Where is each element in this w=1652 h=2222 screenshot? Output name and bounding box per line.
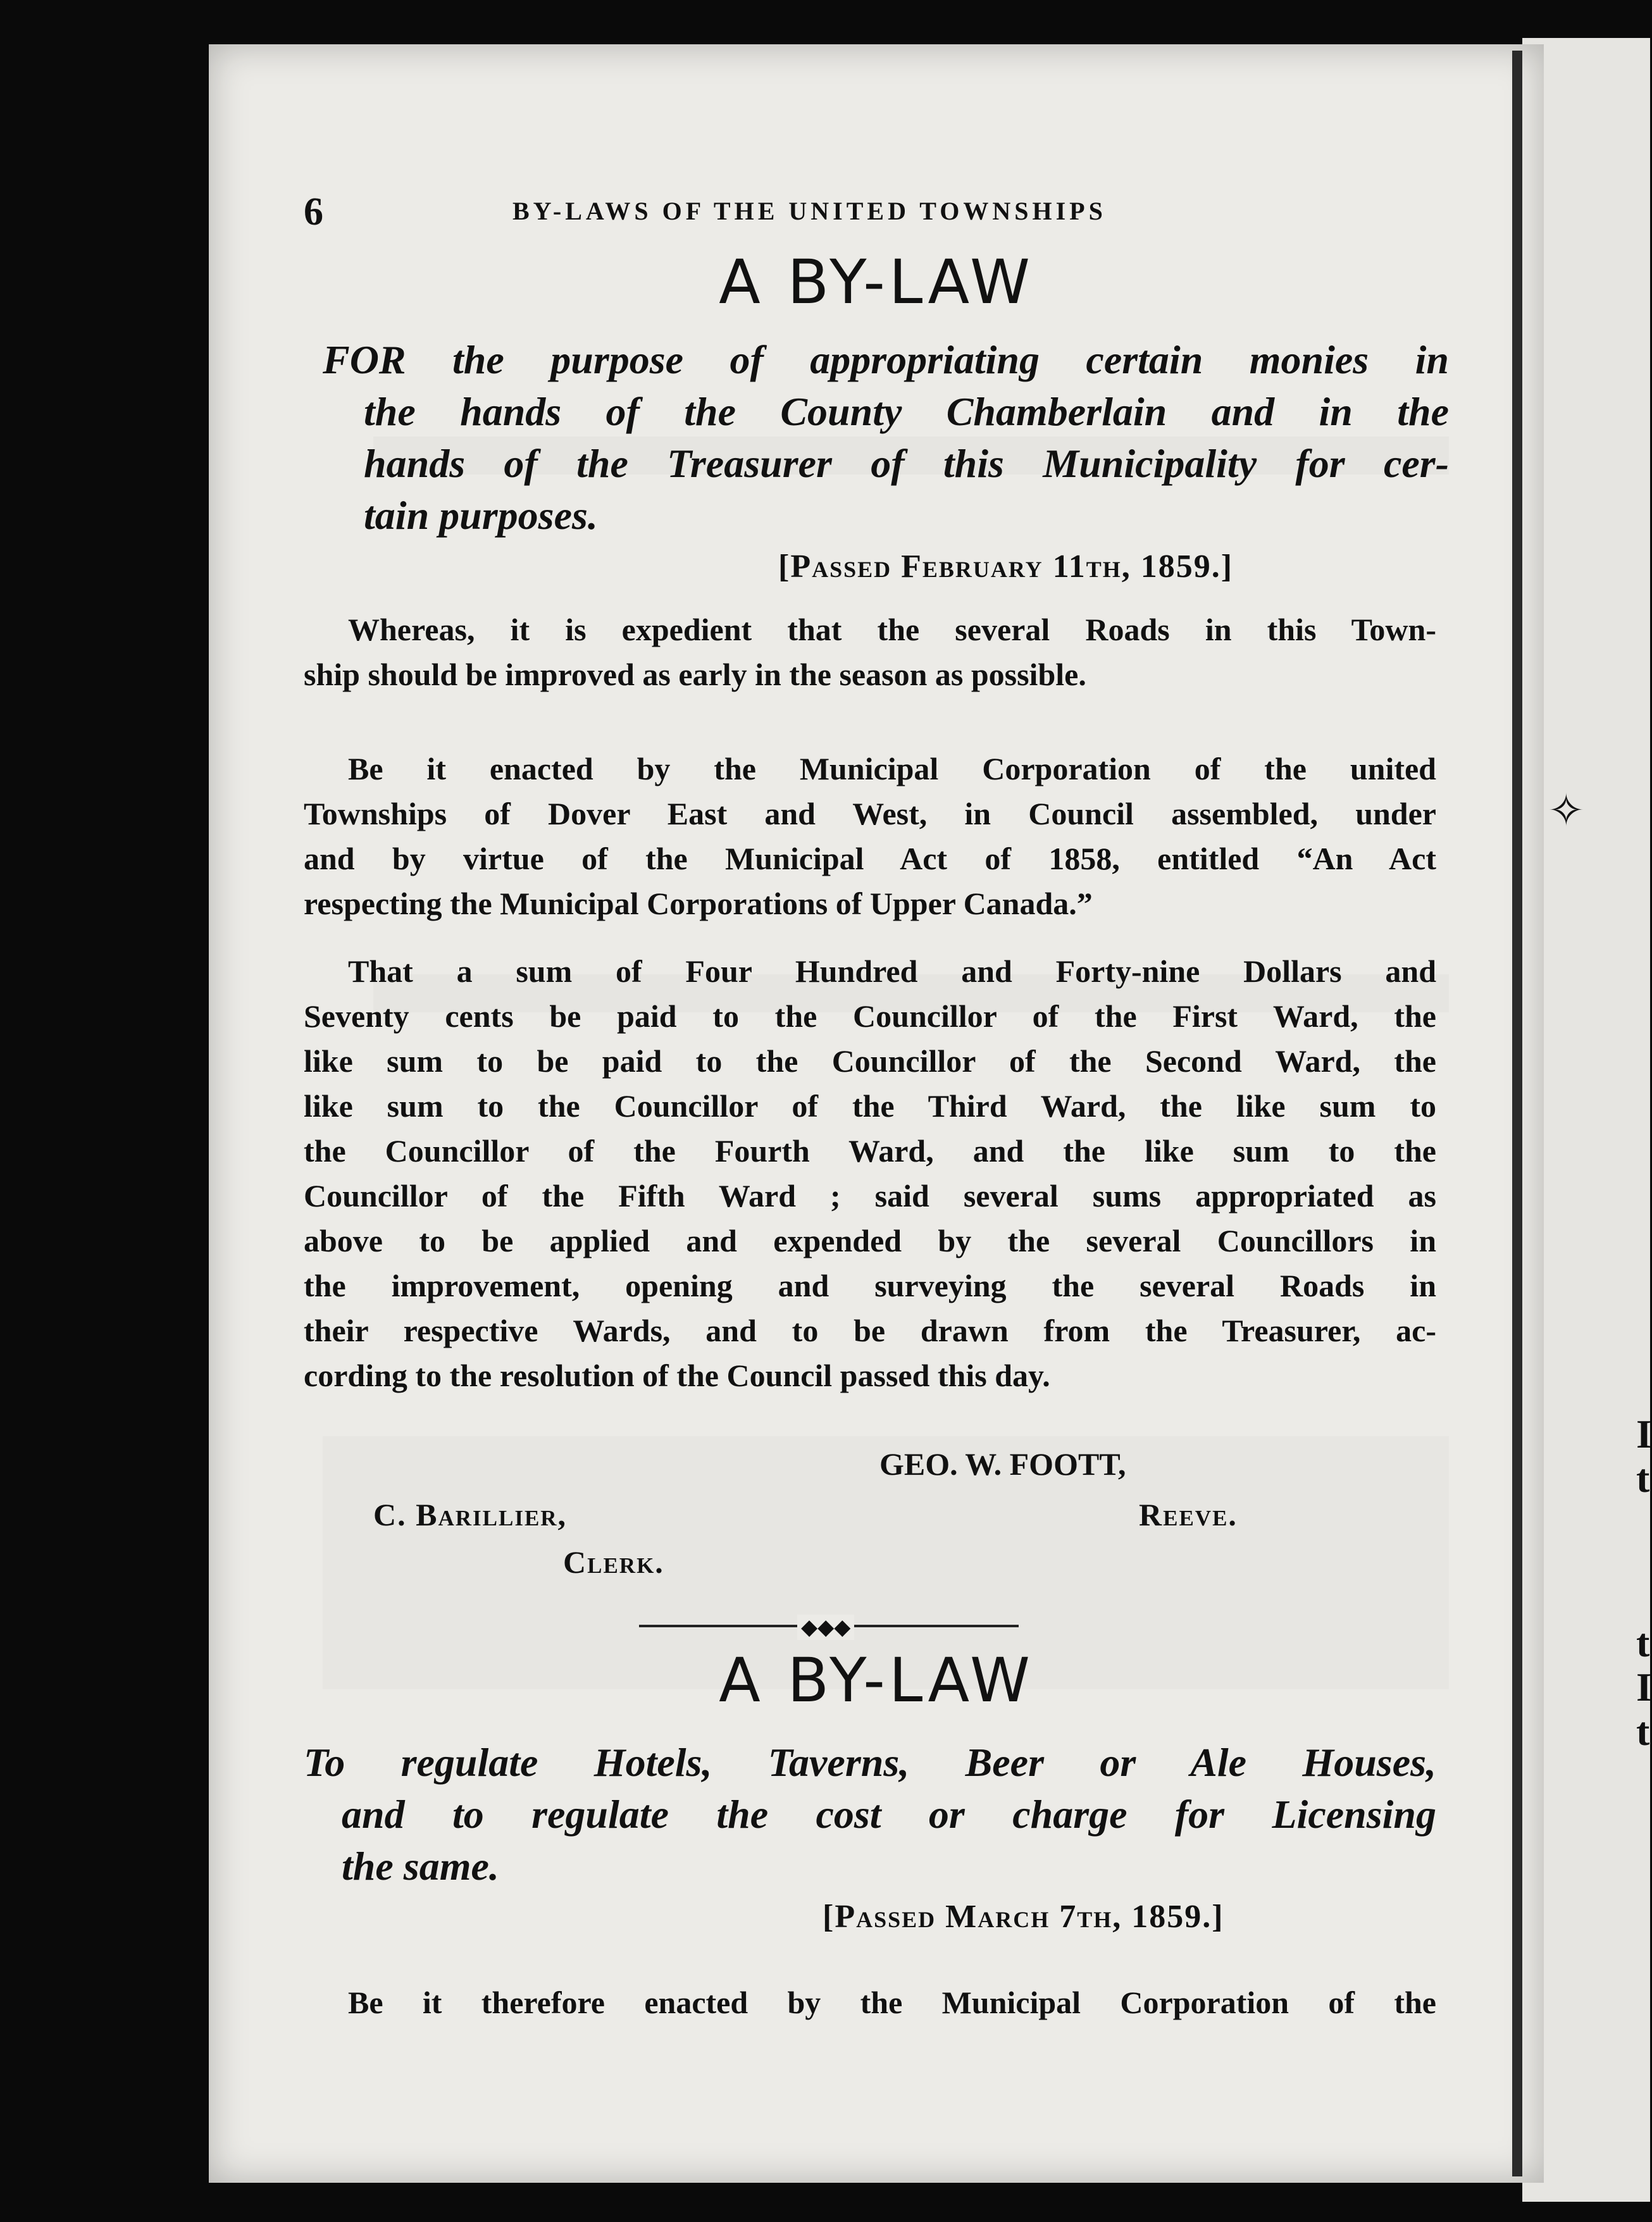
reeve-signature-name: GEO. W. FOOTT, [879,1446,1126,1482]
text-line: like sum to the Councillor of the Third Ward, the like sum to [304,1088,1436,1124]
bylaw-2-opening-paragraph [304,1980,1436,2025]
text-line: the improvement, opening and surveying the several Roads in [304,1268,1436,1303]
page-gutter [1512,51,1522,2176]
adjacent-page-fragment: t [1636,1620,1650,1665]
bylaw-2-purpose [304,1737,1443,1892]
document-page [209,44,1544,2183]
text-line: Councillor of the Fifth Ward ; said several sums appropriated as [304,1178,1436,1213]
text-line: ship should be improved as early in the season as possible. [304,657,1086,692]
bylaw-1-passed-date: [Passed February 11th, 1859.] [778,549,1234,585]
section-divider [639,1613,1019,1639]
purpose-line: tain purposes. [364,493,598,538]
purpose-line: FOR the purpose of appropriating certain monies in [323,337,1449,382]
adjacent-page-fragment: t [1636,1456,1650,1501]
purpose-line: the same. [342,1844,499,1889]
bylaw-1-purpose [323,334,1462,542]
text-line: Be it therefore enacted by the Municipal Corporation of the [348,1985,1436,2020]
clerk-signature-name: C. Barillier, [373,1497,568,1532]
purpose-line: and to regulate the cost or charge for Licensing [342,1792,1436,1837]
text-line: and by virtue of the Municipal Act of 1858, entitled “An Act [304,841,1436,876]
bylaw-2-title: A BY-LAW [719,1645,1034,1716]
text-line: Townships of Dover East and West, in Council assembled, under [304,796,1436,831]
bylaw-1-sum-paragraph [304,949,1436,1398]
purpose-line: To regulate Hotels, Taverns, Beer or Ale Houses, [304,1740,1436,1785]
text-line: above to be applied and expended by the several Councillors in [304,1223,1436,1258]
text-line: That a sum of Four Hundred and Forty-nine Dollars and [348,953,1436,989]
page-header [304,190,1455,240]
reeve-signature-title: Reeve. [1139,1497,1238,1532]
text-line: respecting the Municipal Corporations of Upper Canada.” [304,886,1093,921]
text-line: Whereas, it is expedient that the several Roads in this Town- [348,612,1436,647]
bylaw-2-passed-date: [Passed March 7th, 1859.] [823,1899,1224,1935]
running-head: BY-LAWS OF THE UNITED TOWNSHIPS [512,197,1107,225]
text-line: cording to the resolution of the Council passed this day. [304,1358,1050,1393]
clerk-signature-title: Clerk. [563,1544,664,1580]
purpose-line: the hands of the County Chamberlain and in the [364,389,1449,434]
bylaw-1-title: A BY-LAW [719,247,1034,318]
text-line: Seventy cents be paid to the Councillor of the First Ward, the [304,998,1436,1034]
adjacent-page-fragment: I [1636,1665,1652,1710]
bylaw-1-whereas-paragraph [304,607,1436,697]
text-line: Be it enacted by the Municipal Corporation of the united [348,751,1436,786]
ink-mark: ✧ [1548,785,1585,836]
bylaw-1-enacted-paragraph [304,747,1436,926]
divider-ornament: ◆◆◆ [797,1615,854,1640]
adjacent-page-fragment: I [1636,1412,1652,1456]
adjacent-page-fragment: t [1636,1709,1650,1754]
text-line: their respective Wards, and to be drawn from the Treasurer, ac- [304,1313,1436,1348]
text-line: like sum to be paid to the Councillor of the Second Ward, the [304,1043,1436,1079]
purpose-line: hands of the Treasurer of this Municipality for cer- [364,441,1449,486]
text-line: the Councillor of the Fourth Ward, and the like sum to the [304,1133,1436,1169]
page-number: 6 [304,190,323,233]
